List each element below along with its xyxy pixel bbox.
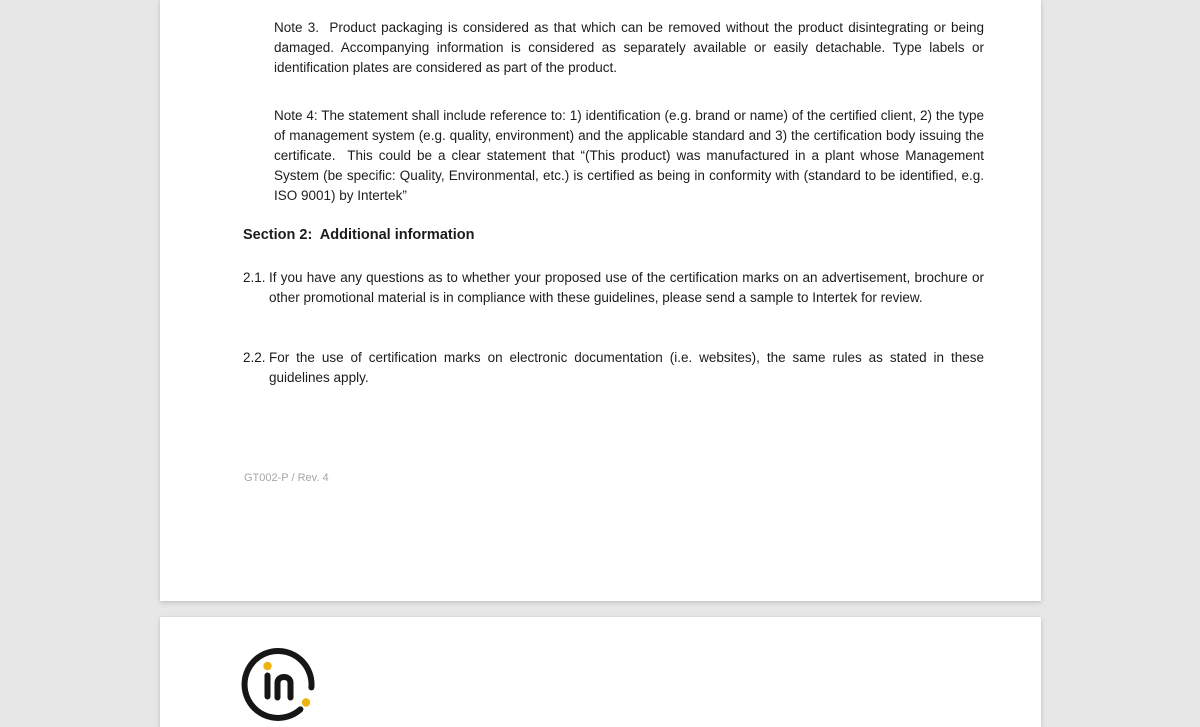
list-item-2-2 [243,348,984,388]
document-code-footer: GT002-P / Rev. 4 [244,472,329,484]
document-page-2 [160,617,1041,727]
list-item-2-1-text: If you have any questions as to whether your proposed use of the certification marks on an advertisement, brochure or other promotional material is in compliance with these guidelines, please send a sample to Intertek for review. [269,270,984,305]
intertek-logo-icon [238,644,316,722]
list-item-2-1-number: 2.1. [243,270,266,285]
list-item-2-2-text: For the use of certification marks on electronic documentation (i.e. websites), the same rules as stated in these guidelines apply. [269,350,984,385]
intertek-logo [238,644,316,722]
section-2-heading: Section 2: Additional information [243,227,475,243]
list-item-2-2-number: 2.2. [243,350,266,365]
logo-ring-dot [302,698,310,706]
document-page-1 [160,0,1041,601]
logo-letter-n [278,677,291,698]
logo-i-dot [263,662,271,670]
note-4-paragraph: Note 4: The statement shall include reference to: 1) identification (e.g. brand or name) of the certified client, 2) the type of management system (e.g. quality, environment) and the applicable standard and 3) the certification body issuing the certificate. This could be a clear statement that “(This product) was manufactured in a plant whose Management System (be specific: Quality, Environmental, etc.) is certified as being in conformity with (standard to be identified, e.g. ISO 9001) by Intertek” [274,108,988,203]
list-item-2-1 [243,268,984,308]
note-3-paragraph: Note 3. Product packaging is considered as that which can be removed without the product disintegrating or being damaged. Accompanying information is considered as separately available or easily detachable. Type labels or identification plates are considered as part of the product. [274,20,988,75]
